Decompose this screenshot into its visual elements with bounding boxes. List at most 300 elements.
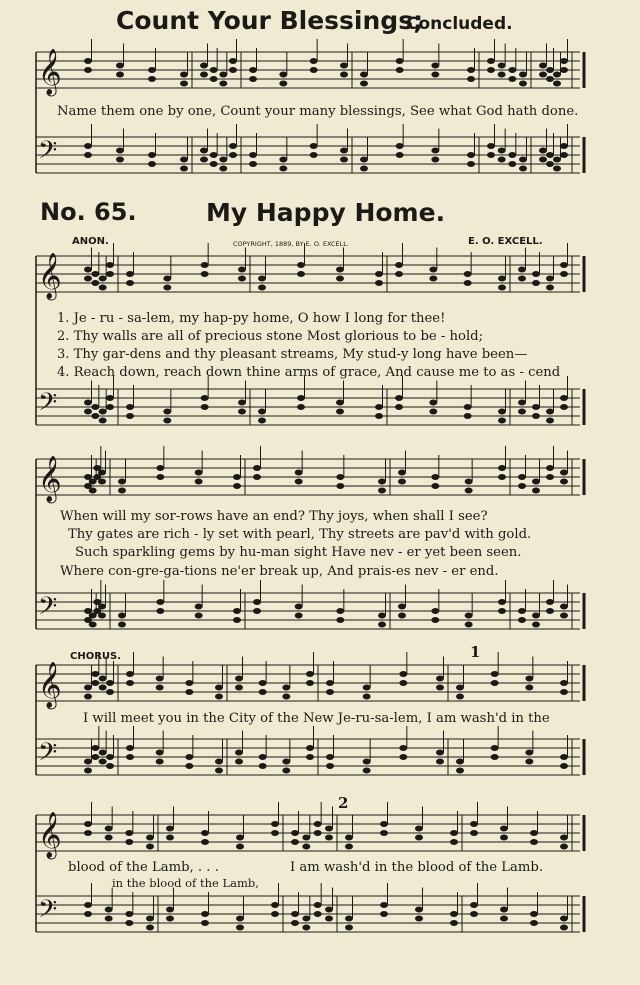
note-head <box>456 685 464 691</box>
note-head <box>500 916 508 922</box>
note-head <box>84 400 92 406</box>
note-head <box>271 902 279 908</box>
note-head <box>519 72 527 78</box>
verse-2-line-2: Thy gates are rich - ly set with pearl, Thy streets are pav'd with gold. <box>68 527 532 542</box>
note-head <box>336 483 344 489</box>
note-head <box>233 474 241 480</box>
note-head <box>98 613 106 619</box>
chorus-lyric-line-2b: I am wash'd in the blood of the Lamb. <box>290 860 544 875</box>
note-head <box>498 474 506 480</box>
note-head <box>259 754 267 760</box>
note-head <box>429 400 437 406</box>
note-head <box>146 916 154 922</box>
note-head <box>279 157 287 163</box>
note-head <box>310 152 318 158</box>
note-head <box>470 911 478 917</box>
note-head <box>380 911 388 917</box>
note-head <box>498 465 506 471</box>
note-head <box>467 67 475 73</box>
treble-clef-icon: 𝄞 <box>38 812 62 858</box>
note-head <box>519 81 527 87</box>
note-head <box>560 271 568 277</box>
note-head <box>491 745 499 751</box>
note-head <box>553 72 561 78</box>
note-head <box>518 608 526 614</box>
note-head <box>84 768 92 774</box>
note-head <box>398 479 406 485</box>
note-head <box>106 395 114 401</box>
note-head <box>530 920 538 926</box>
note-head <box>106 689 114 695</box>
note-head <box>99 418 107 424</box>
note-head <box>99 685 107 691</box>
note-head <box>236 844 244 850</box>
note-head <box>195 479 203 485</box>
note-head <box>156 608 164 614</box>
note-head <box>431 157 439 163</box>
note-head <box>156 676 164 682</box>
note-head <box>210 67 218 73</box>
note-head <box>560 262 568 268</box>
note-head <box>229 58 237 64</box>
note-head <box>306 745 314 751</box>
note-head <box>314 830 322 836</box>
note-head <box>336 267 344 273</box>
note-head <box>500 835 508 841</box>
note-head <box>560 689 568 695</box>
verse-4-line-1: 4. Reach down, reach down thine arms of grace, And cause me to as - cend <box>57 365 561 380</box>
note-head <box>436 685 444 691</box>
note-head <box>125 911 133 917</box>
note-head <box>200 157 208 163</box>
note-head <box>431 617 439 623</box>
note-head <box>560 844 568 850</box>
note-head <box>325 907 333 913</box>
note-head <box>106 271 114 277</box>
note-head <box>546 152 554 158</box>
note-head <box>470 821 478 827</box>
chorus-lyric-line-2c: in the blood of the Lamb, <box>112 876 259 890</box>
note-head <box>297 404 305 410</box>
note-head <box>91 280 99 286</box>
note-head <box>399 671 407 677</box>
note-head <box>306 680 314 686</box>
note-head <box>291 911 299 917</box>
note-head <box>302 925 310 931</box>
note-head <box>200 72 208 78</box>
note-head <box>302 916 310 922</box>
note-head <box>450 920 458 926</box>
note-head <box>363 768 371 774</box>
note-head <box>106 404 114 410</box>
note-head <box>546 418 554 424</box>
note-head <box>116 63 124 69</box>
note-head <box>464 404 472 410</box>
note-head <box>518 483 526 489</box>
note-head <box>99 759 107 765</box>
note-head <box>546 285 554 291</box>
note-head <box>84 911 92 917</box>
note-head <box>431 72 439 78</box>
note-head <box>163 418 171 424</box>
note-head <box>156 759 164 765</box>
note-head <box>249 67 257 73</box>
note-head <box>429 276 437 282</box>
note-head <box>116 148 124 154</box>
note-head <box>271 830 279 836</box>
note-head <box>84 759 92 765</box>
note-head <box>530 839 538 845</box>
note-head <box>560 680 568 686</box>
note-head <box>302 835 310 841</box>
note-head <box>380 821 388 827</box>
note-head <box>560 613 568 619</box>
note-head <box>518 409 526 415</box>
note-head <box>464 413 472 419</box>
note-head <box>84 821 92 827</box>
note-head <box>310 67 318 73</box>
note-head <box>508 152 516 158</box>
note-head <box>99 285 107 291</box>
note-head <box>487 67 495 73</box>
note-head <box>398 470 406 476</box>
note-head <box>106 262 114 268</box>
verse-2-line-1: 2. Thy walls are all of precious stone Most glorious to be - hold; <box>57 329 484 344</box>
note-head <box>456 694 464 700</box>
note-head <box>546 608 554 614</box>
note-head <box>345 835 353 841</box>
note-head <box>180 166 188 172</box>
note-head <box>156 474 164 480</box>
note-head <box>336 617 344 623</box>
note-head <box>450 839 458 845</box>
note-head <box>295 613 303 619</box>
note-head <box>180 81 188 87</box>
note-head <box>360 166 368 172</box>
note-head <box>180 157 188 163</box>
note-head <box>560 470 568 476</box>
note-head <box>156 685 164 691</box>
note-head <box>560 58 568 64</box>
note-head <box>148 76 156 82</box>
note-head <box>258 409 266 415</box>
note-head <box>395 271 403 277</box>
note-head <box>498 285 506 291</box>
note-head <box>105 907 113 913</box>
note-head <box>84 67 92 73</box>
note-head <box>235 750 243 756</box>
composer-credit: E. O. EXCELL. <box>468 236 543 247</box>
note-head <box>105 826 113 832</box>
note-head <box>518 267 526 273</box>
note-head <box>297 271 305 277</box>
note-head <box>282 694 290 700</box>
note-head <box>525 759 533 765</box>
note-head <box>519 166 527 172</box>
note-head <box>163 285 171 291</box>
note-head <box>340 63 348 69</box>
note-head <box>396 152 404 158</box>
note-head <box>491 671 499 677</box>
note-head <box>560 152 568 158</box>
verse-3-line-2: Such sparkling gems by hu-man sight Have nev - er yet been seen. <box>75 545 522 560</box>
note-head <box>163 409 171 415</box>
note-head <box>201 830 209 836</box>
note-head <box>297 395 305 401</box>
note-head <box>236 925 244 931</box>
note-head <box>498 72 506 78</box>
note-head <box>98 604 106 610</box>
note-head <box>84 267 92 273</box>
note-head <box>450 911 458 917</box>
note-head <box>429 267 437 273</box>
note-head <box>487 152 495 158</box>
note-head <box>378 613 386 619</box>
note-head <box>210 76 218 82</box>
note-head <box>360 81 368 87</box>
note-head <box>396 143 404 149</box>
note-head <box>467 161 475 167</box>
note-head <box>525 685 533 691</box>
note-head <box>118 622 126 628</box>
note-head <box>325 916 333 922</box>
note-head <box>431 608 439 614</box>
note-head <box>235 685 243 691</box>
note-head <box>118 613 126 619</box>
note-head <box>156 599 164 605</box>
note-head <box>415 916 423 922</box>
note-head <box>314 902 322 908</box>
note-head <box>84 58 92 64</box>
chorus-label: CHORUS. <box>70 651 122 662</box>
note-head <box>201 395 209 401</box>
note-head <box>560 925 568 931</box>
chorus-lyric-line-2a: blood of the Lamb, . . . <box>68 860 219 875</box>
previous-hymn-title: Count Your Blessings; <box>116 6 424 35</box>
note-head <box>498 409 506 415</box>
note-head <box>395 404 403 410</box>
note-head <box>295 604 303 610</box>
note-head <box>508 67 516 73</box>
note-head <box>126 754 134 760</box>
note-head <box>91 413 99 419</box>
note-head <box>84 902 92 908</box>
note-head <box>399 745 407 751</box>
treble-clef-icon: 𝄞 <box>38 456 62 502</box>
note-head <box>146 844 154 850</box>
note-head <box>106 754 114 760</box>
verse-4-line-2: Where con-gre-ga-tions ne'er break up, And prais-es nev - er end. <box>60 564 499 579</box>
note-head <box>229 67 237 73</box>
note-head <box>465 479 473 485</box>
note-head <box>532 622 540 628</box>
note-head <box>201 404 209 410</box>
note-head <box>235 759 243 765</box>
note-head <box>539 63 547 69</box>
note-head <box>84 143 92 149</box>
note-head <box>201 911 209 917</box>
note-head <box>125 830 133 836</box>
note-head <box>436 759 444 765</box>
note-head <box>553 81 561 87</box>
note-head <box>340 72 348 78</box>
note-head <box>219 72 227 78</box>
note-head <box>518 617 526 623</box>
note-head <box>166 907 174 913</box>
note-head <box>116 72 124 78</box>
note-head <box>105 835 113 841</box>
note-head <box>302 844 310 850</box>
note-head <box>465 488 473 494</box>
note-head <box>259 680 267 686</box>
note-head <box>530 830 538 836</box>
note-head <box>465 622 473 628</box>
note-head <box>238 409 246 415</box>
note-head <box>345 844 353 850</box>
note-head <box>326 763 334 769</box>
note-head <box>236 835 244 841</box>
note-head <box>532 413 540 419</box>
note-head <box>314 821 322 827</box>
note-head <box>253 465 261 471</box>
treble-clef-icon: 𝄞 <box>38 253 62 299</box>
note-head <box>560 143 568 149</box>
note-head <box>546 161 554 167</box>
note-head <box>201 271 209 277</box>
note-head <box>105 916 113 922</box>
note-head <box>326 689 334 695</box>
note-head <box>532 488 540 494</box>
note-head <box>229 152 237 158</box>
first-ending-number: 1 <box>470 643 481 661</box>
note-head <box>450 830 458 836</box>
bass-clef-icon: 𝄢 <box>38 388 58 423</box>
note-head <box>340 148 348 154</box>
note-head <box>431 63 439 69</box>
note-head <box>498 608 506 614</box>
verse-3-line-1: 3. Thy gar-dens and thy pleasant streams, My stud-y long have been— <box>57 347 528 362</box>
hymn-title: My Happy Home. <box>206 198 446 227</box>
note-head <box>553 166 561 172</box>
bass-clef-icon: 𝄢 <box>38 895 58 930</box>
note-head <box>200 148 208 154</box>
note-head <box>375 280 383 286</box>
note-head <box>249 152 257 158</box>
note-head <box>125 839 133 845</box>
note-head <box>491 680 499 686</box>
author-credit: ANON. <box>72 236 109 247</box>
note-head <box>560 395 568 401</box>
note-head <box>118 479 126 485</box>
note-head <box>431 483 439 489</box>
note-head <box>518 474 526 480</box>
note-head <box>519 157 527 163</box>
note-head <box>215 694 223 700</box>
note-head <box>106 763 114 769</box>
note-head <box>375 271 383 277</box>
bass-clef-icon: 𝄢 <box>38 592 58 627</box>
note-head <box>91 745 99 751</box>
previous-hymn-concluded-label: Concluded. <box>406 14 513 34</box>
note-head <box>525 676 533 682</box>
note-head <box>249 76 257 82</box>
note-head <box>166 916 174 922</box>
note-head <box>99 750 107 756</box>
note-head <box>91 754 99 760</box>
note-head <box>306 671 314 677</box>
note-head <box>185 680 193 686</box>
note-head <box>233 617 241 623</box>
note-head <box>185 763 193 769</box>
note-head <box>560 67 568 73</box>
note-head <box>84 830 92 836</box>
note-head <box>125 920 133 926</box>
note-head <box>560 835 568 841</box>
note-head <box>360 157 368 163</box>
note-head <box>546 599 554 605</box>
note-head <box>201 920 209 926</box>
note-head <box>560 916 568 922</box>
note-head <box>215 768 223 774</box>
treble-clef-icon: 𝄞 <box>38 662 62 708</box>
note-head <box>215 759 223 765</box>
note-head <box>532 271 540 277</box>
note-head <box>156 465 164 471</box>
note-head <box>325 835 333 841</box>
note-head <box>271 821 279 827</box>
note-head <box>258 285 266 291</box>
note-head <box>249 161 257 167</box>
note-head <box>253 608 261 614</box>
note-head <box>539 148 547 154</box>
note-head <box>396 58 404 64</box>
note-head <box>84 152 92 158</box>
note-head <box>258 418 266 424</box>
note-head <box>539 72 547 78</box>
note-head <box>148 152 156 158</box>
note-head <box>498 276 506 282</box>
second-ending-number: 2 <box>338 794 349 812</box>
note-head <box>233 608 241 614</box>
note-head <box>84 409 92 415</box>
note-head <box>279 81 287 87</box>
note-head <box>532 613 540 619</box>
note-head <box>98 479 106 485</box>
note-head <box>91 404 99 410</box>
note-head <box>546 276 554 282</box>
note-head <box>195 613 203 619</box>
note-head <box>291 839 299 845</box>
previous-hymn-lyric: Name them one by one, Count your many blessings, See what God hath done. <box>57 104 579 119</box>
note-head <box>560 404 568 410</box>
note-head <box>336 608 344 614</box>
note-head <box>380 830 388 836</box>
note-head <box>148 67 156 73</box>
note-head <box>518 400 526 406</box>
note-head <box>336 276 344 282</box>
note-head <box>456 768 464 774</box>
note-head <box>340 157 348 163</box>
note-head <box>375 404 383 410</box>
note-head <box>229 143 237 149</box>
note-head <box>180 72 188 78</box>
note-head <box>336 409 344 415</box>
treble-clef-icon: 𝄞 <box>38 49 62 95</box>
note-head <box>219 81 227 87</box>
note-head <box>253 599 261 605</box>
note-head <box>84 685 92 691</box>
note-head <box>560 479 568 485</box>
